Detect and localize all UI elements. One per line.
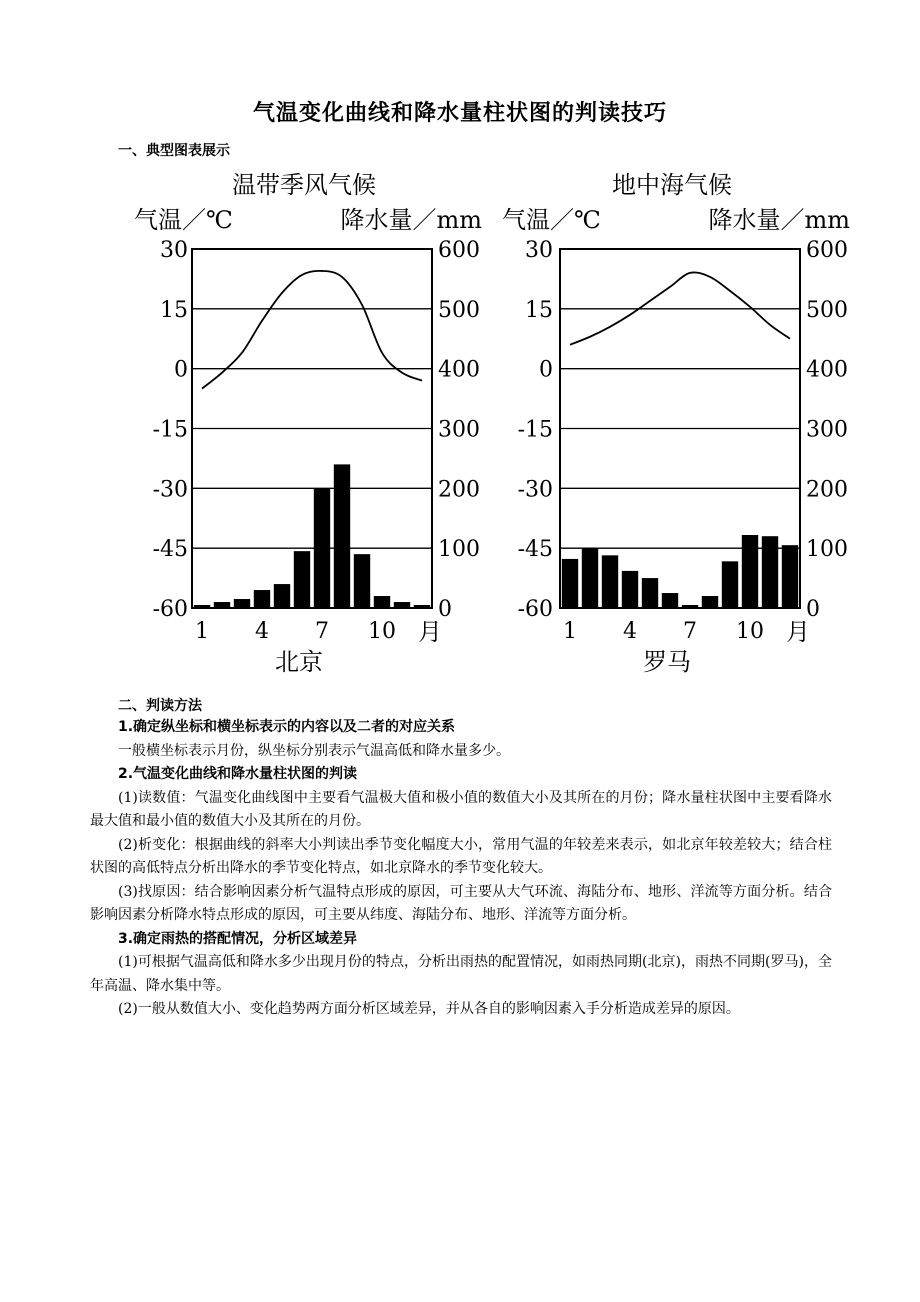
method-paragraph: (1)可根据气温高低和降水多少出现月份的特点，分析出雨热的配置情况，如雨热同期(北京)，雨热不同期(罗马)，全年高温、降水集中等。 — [90, 954, 832, 994]
page-title: 气温变化曲线和降水量柱状图的判读技巧 — [252, 101, 667, 126]
right-tick-label: 500 — [438, 297, 480, 323]
chart-title: 地中海气候 — [612, 171, 732, 199]
right-tick-label: 600 — [806, 238, 848, 263]
precipitation-bar — [642, 578, 658, 608]
right-axis-title: 降水量／mm — [708, 206, 850, 234]
x-tick-label: 1 — [195, 619, 209, 644]
method-heading: 1.确定纵坐标和横坐标表示的内容以及二者的对应关系 — [118, 719, 456, 735]
precipitation-bar — [762, 536, 778, 608]
section-heading-methods: 二、判读方法 — [118, 698, 202, 714]
x-tick-label: 1 — [563, 619, 577, 644]
left-tick-label: -30 — [517, 477, 553, 503]
x-tick-label: 10 — [736, 619, 764, 644]
precipitation-bar — [314, 488, 330, 608]
right-axis-title: 降水量／mm — [340, 206, 482, 234]
method-paragraph: (1)读数值：气温变化曲线图中主要看气温极大值和极小值的数值大小及其所在的月份；降水量柱状图中主要看降水最大值和最小值的数值大小及其所在的月份。 — [90, 789, 832, 829]
precipitation-bar — [602, 555, 618, 608]
x-tick-label: 4 — [623, 619, 637, 644]
left-axis-title: 气温／℃ — [502, 206, 601, 234]
right-tick-label: 200 — [806, 477, 848, 503]
left-tick-label: 30 — [525, 238, 553, 263]
x-tick-label: 4 — [255, 619, 269, 644]
method-heading: 2.气温变化曲线和降水量柱状图的判读 — [118, 766, 358, 782]
left-tick-label: -45 — [517, 537, 553, 563]
left-tick-label: -60 — [152, 597, 188, 622]
right-tick-label: 300 — [438, 417, 480, 443]
location-label: 罗马 — [643, 648, 691, 676]
climate-chart-1 — [134, 171, 482, 676]
left-tick-label: 30 — [160, 238, 188, 263]
precipitation-bar — [294, 551, 310, 608]
right-tick-label: 200 — [438, 477, 480, 503]
left-tick-label: -15 — [517, 417, 553, 443]
precipitation-bar — [742, 535, 758, 608]
method-paragraph: (2)析变化：根据曲线的斜率大小判读出季节变化幅度大小，常用气温的年较差来表示，如北京年较差较大；结合柱状图的高低特点分析出降水的季节变化特点，如北京降水的季节变化较大。 — [90, 836, 832, 876]
method-paragraph: 一般横坐标表示月份，纵坐标分别表示气温高低和降水量多少。 — [118, 742, 510, 759]
methods-text — [90, 716, 832, 1022]
precipitation-bar — [254, 590, 270, 608]
method-heading: 3.确定雨热的搭配情况，分析区域差异 — [118, 930, 358, 947]
right-tick-label: 300 — [806, 417, 848, 443]
precipitation-bar — [334, 464, 350, 608]
x-axis-title: 月 — [786, 618, 810, 646]
x-tick-label: 10 — [368, 619, 396, 644]
left-tick-label: 15 — [160, 297, 188, 323]
section-heading-charts: 一、典型图表展示 — [118, 143, 230, 159]
left-tick-label: -45 — [152, 537, 188, 563]
precipitation-bar — [562, 559, 578, 608]
precipitation-bar — [274, 584, 290, 608]
left-tick-label: 0 — [174, 357, 188, 383]
right-tick-label: 100 — [806, 537, 848, 563]
precipitation-bar — [234, 599, 250, 608]
precipitation-bar — [782, 545, 798, 608]
precipitation-bar — [662, 593, 678, 608]
method-paragraph: (2)一般从数值大小、变化趋势两方面分析区域差异，并从各自的影响因素入手分析造成差异的原因。 — [118, 1001, 740, 1017]
left-tick-label: 0 — [539, 357, 553, 383]
right-tick-label: 400 — [806, 357, 848, 383]
x-axis-title: 月 — [418, 618, 442, 646]
precipitation-bar — [722, 561, 738, 608]
left-axis-title: 气温／℃ — [134, 206, 233, 234]
left-tick-label: 15 — [525, 297, 553, 323]
right-tick-label: 400 — [438, 357, 480, 383]
temperature-curve — [202, 271, 422, 389]
right-tick-label: 100 — [438, 537, 480, 563]
method-paragraph: (3)找原因：结合影响因素分析气温特点形成的原因，可主要从大气环流、海陆分布、地形、洋流等方面分析。结合影响因素分析降水特点形成的原因，可主要从纬度、海陆分布、地形、洋流等方面分析。 — [90, 883, 832, 923]
location-label: 北京 — [275, 648, 323, 676]
chart-title: 温带季风气候 — [232, 171, 376, 199]
climate-chart-2 — [502, 171, 850, 676]
left-tick-label: -60 — [517, 597, 553, 622]
left-tick-label: -30 — [152, 477, 188, 503]
precipitation-bar — [374, 596, 390, 608]
right-tick-label: 500 — [806, 297, 848, 323]
precipitation-bar — [582, 548, 598, 608]
precipitation-bar — [702, 596, 718, 608]
right-tick-label: 0 — [806, 597, 820, 622]
x-tick-label: 7 — [315, 619, 329, 644]
x-tick-label: 7 — [683, 619, 697, 644]
left-tick-label: -15 — [152, 417, 188, 443]
right-tick-label: 0 — [438, 597, 452, 622]
precipitation-bar — [622, 571, 638, 608]
precipitation-bar — [354, 554, 370, 608]
right-tick-label: 600 — [438, 238, 480, 263]
